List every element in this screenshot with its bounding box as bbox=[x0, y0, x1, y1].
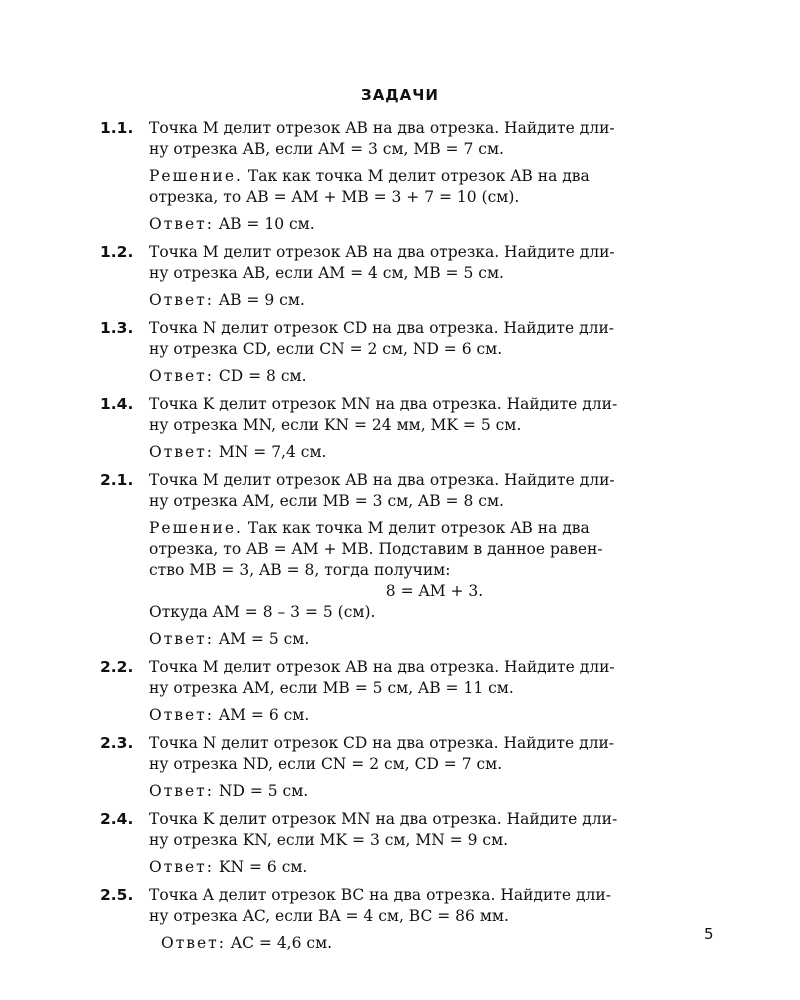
answer bbox=[149, 629, 720, 650]
solution-label: Решение. bbox=[149, 167, 243, 185]
problem-1-1 bbox=[100, 118, 720, 235]
answer bbox=[149, 290, 720, 311]
answer-value: AM = 6 см. bbox=[218, 706, 310, 724]
answer bbox=[149, 857, 720, 878]
statement-line: Точка M делит отрезок AB на два отрезка. Найдите дли- bbox=[149, 471, 615, 489]
answer bbox=[149, 442, 720, 463]
answer-label: Ответ: bbox=[149, 367, 214, 385]
statement-line: ну отрезка AM, если MB = 3 см, AB = 8 см. bbox=[149, 492, 504, 510]
section-title: ЗАДАЧИ bbox=[361, 86, 439, 104]
statement-line: Точка M делит отрезок AB на два отрезка. Найдите дли- bbox=[149, 243, 615, 261]
problem-1-2 bbox=[100, 242, 720, 311]
answer-value: MN = 7,4 см. bbox=[218, 443, 327, 461]
problem-number: 1.2. bbox=[100, 243, 134, 261]
answer-value: ND = 5 см. bbox=[218, 782, 309, 800]
statement-line: ну отрезка ND, если CN = 2 см, CD = 7 см. bbox=[149, 755, 503, 773]
problem-1-3 bbox=[100, 318, 720, 387]
statement-line: ну отрезка AM, если MB = 5 см, AB = 11 см. bbox=[149, 679, 514, 697]
statement-line: ну отрезка MN, если KN = 24 мм, MK = 5 см. bbox=[149, 416, 522, 434]
answer-label: Ответ: bbox=[149, 215, 214, 233]
problem-2-1 bbox=[100, 470, 720, 650]
answer bbox=[149, 933, 720, 954]
answer-label: Ответ: bbox=[149, 443, 214, 461]
problem-number: 2.4. bbox=[100, 810, 134, 828]
statement-line: ну отрезка AB, если AM = 4 см, MB = 5 см. bbox=[149, 264, 504, 282]
problem-number: 2.3. bbox=[100, 734, 134, 752]
answer-value: AB = 10 см. bbox=[218, 215, 315, 233]
answer-value: AM = 5 см. bbox=[218, 630, 310, 648]
problem-2-2 bbox=[100, 657, 720, 726]
statement-line: ну отрезка CD, если CN = 2 см, ND = 6 см. bbox=[149, 340, 503, 358]
derivation: Откуда AM = 8 – 3 = 5 (см). bbox=[149, 603, 376, 621]
solution-line: отрезка, то AB = AM + MB = 3 + 7 = 10 (см). bbox=[149, 188, 520, 206]
problem-number: 1.3. bbox=[100, 319, 134, 337]
statement-line: Точка N делит отрезок CD на два отрезка. Найдите дли- bbox=[149, 319, 615, 337]
statement-line: Точка M делит отрезок AB на два отрезка. Найдите дли- bbox=[149, 658, 615, 676]
solution bbox=[149, 518, 720, 539]
answer bbox=[149, 781, 720, 802]
statement-line: Точка M делит отрезок AB на два отрезка. Найдите дли- bbox=[149, 119, 615, 137]
answer-value: CD = 8 см. bbox=[218, 367, 307, 385]
problem-number: 2.2. bbox=[100, 658, 134, 676]
problem-number: 2.1. bbox=[100, 471, 134, 489]
answer-label: Ответ: bbox=[149, 782, 214, 800]
answer bbox=[149, 214, 720, 235]
problem-number: 1.1. bbox=[100, 119, 134, 137]
solution-line: Так как точка M делит отрезок AB на два bbox=[247, 519, 590, 537]
statement-line: ну отрезка AC, если BA = 4 см, BC = 86 мм. bbox=[149, 907, 509, 925]
answer-label: Ответ: bbox=[161, 934, 226, 952]
problem-number: 2.5. bbox=[100, 886, 134, 904]
solution-line: Так как точка M делит отрезок AB на два bbox=[247, 167, 590, 185]
answer-label: Ответ: bbox=[149, 706, 214, 724]
solution-line: ство MB = 3, AB = 8, тогда получим: bbox=[149, 561, 451, 579]
problem-list bbox=[100, 118, 720, 961]
statement-line: Точка K делит отрезок MN на два отрезка. Найдите дли- bbox=[149, 395, 618, 413]
statement-line: ну отрезка KN, если MK = 3 см, MN = 9 см. bbox=[149, 831, 509, 849]
answer-value: AC = 4,6 см. bbox=[230, 934, 333, 952]
problem-2-5 bbox=[100, 885, 720, 954]
solution-line: отрезка, то AB = AM + MB. Подставим в данное равен- bbox=[149, 540, 603, 558]
answer-value: KN = 6 см. bbox=[218, 858, 308, 876]
equation: 8 = AM + 3. bbox=[385, 582, 484, 600]
problem-1-4 bbox=[100, 394, 720, 463]
answer bbox=[149, 366, 720, 387]
statement-line: Точка A делит отрезок BC на два отрезка. Найдите дли- bbox=[149, 886, 611, 904]
answer-label: Ответ: bbox=[149, 858, 214, 876]
answer bbox=[149, 705, 720, 726]
page-number: 5 bbox=[704, 925, 714, 943]
statement-line: Точка K делит отрезок MN на два отрезка. Найдите дли- bbox=[149, 810, 618, 828]
statement-line: Точка N делит отрезок CD на два отрезка. Найдите дли- bbox=[149, 734, 615, 752]
problem-2-4 bbox=[100, 809, 720, 878]
answer-label: Ответ: bbox=[149, 630, 214, 648]
solution-label: Решение. bbox=[149, 519, 243, 537]
solution bbox=[149, 166, 720, 187]
statement-line: ну отрезка AB, если AM = 3 см, MB = 7 см. bbox=[149, 140, 504, 158]
answer-label: Ответ: bbox=[149, 291, 214, 309]
problem-2-3 bbox=[100, 733, 720, 802]
problem-number: 1.4. bbox=[100, 395, 134, 413]
answer-value: AB = 9 см. bbox=[218, 291, 305, 309]
